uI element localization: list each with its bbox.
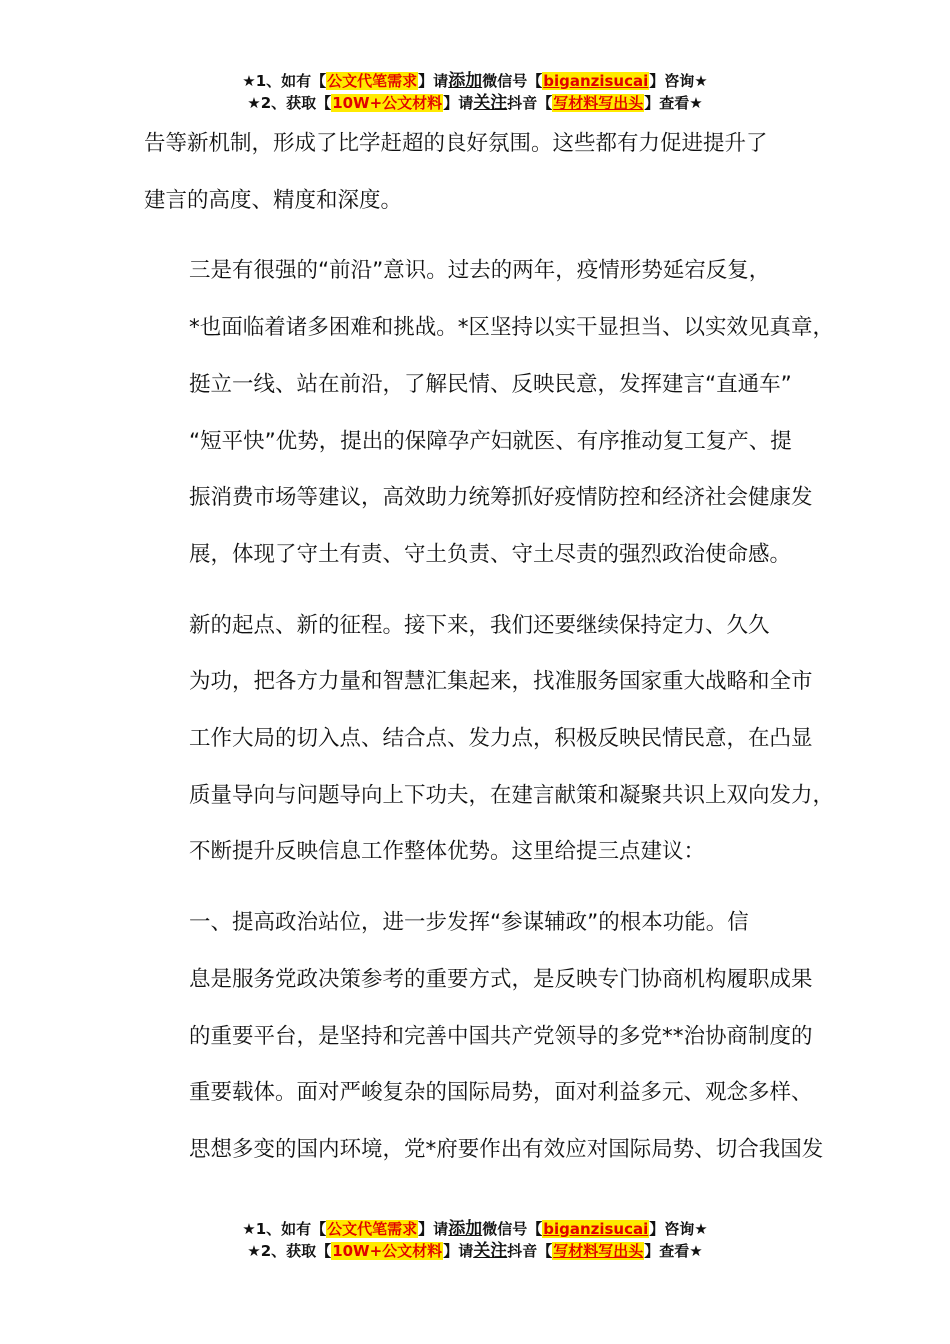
highlight-materials: 10W+公文材料 [332, 94, 443, 112]
highlight-service: 公文代笔需求 [327, 1220, 418, 1238]
douyin-account: 写材料写出头 [553, 94, 644, 112]
douyin-account: 写材料写出头 [553, 1242, 644, 1260]
text-line: 告等新机制，形成了比学赶超的良好氛围。这些都有力促进提升了 [144, 131, 768, 156]
text-line: 三是有很强的“前沿”意识。过去的两年，疫情形势延宕反复， [189, 258, 771, 284]
text-line: 为功，把各方力量和智慧汇集起来，找准服务国家重大战略和全市 [189, 669, 813, 695]
footer-banner [0, 1218, 950, 1262]
text-line: “短平快”优势，提出的保障孕产妇就医、有序推动复工复产、提 [189, 428, 792, 454]
highlight-materials: 10W+公文材料 [332, 1242, 443, 1260]
text-line: 建言的高度、精度和深度。 [144, 187, 403, 213]
highlight-service: 公文代笔需求 [327, 72, 418, 90]
text-line: 质量导向与问题导向上下功夫，在建言献策和凝聚共识上双向发力， [189, 782, 835, 808]
paragraph-frontier [144, 243, 834, 583]
banner-line-2: ★2、获取【10W+公文材料】请关注抖音【写材料写出头】查看★ [247, 1241, 703, 1261]
text-line: *也面临着诸多困难和挑战。*区坚持以实干显担当、以实效见真章， [189, 315, 835, 341]
paragraph-continuation [144, 116, 834, 229]
paragraph-suggestion-one [144, 895, 834, 1179]
text-line: 息是服务党政决策参考的重要方式，是反映专门协商机构履职成果 [189, 966, 813, 992]
text-line: 工作大局的切入点、结合点、发力点，积极反映民情民意，在凸显 [189, 726, 813, 752]
text-line: 的重要平台，是坚持和完善中国共产党领导的多党**治协商制度的 [189, 1023, 813, 1049]
text-line: 重要载体。面对严峻复杂的国际局势，面对利益多元、观念多样、 [189, 1080, 813, 1106]
text-line: 振消费市场等建议，高效助力统筹抓好疫情防控和经济社会健康发 [189, 485, 813, 511]
paragraph-new-journey [144, 598, 834, 882]
text-line: 展，体现了守土有责、守土负责、守土尽责的强烈政治使命感。 [189, 541, 792, 567]
text-line: 挺立一线、站在前沿，了解民情、反映民意，发挥建言“直通车” [189, 371, 792, 397]
banner-line-1: ★1、如有【公文代笔需求】请添加微信号【biganzisucai】咨询★ [242, 71, 708, 91]
document-body [144, 116, 834, 1193]
banner-line-2: ★2、获取【10W+公文材料】请关注抖音【写材料写出头】查看★ [247, 93, 703, 113]
wechat-id: biganzisucai [543, 1220, 649, 1238]
text-line: 新的起点、新的征程。接下来，我们还要继续保持定力、久久 [189, 612, 770, 638]
banner-line-1: ★1、如有【公文代笔需求】请添加微信号【biganzisucai】咨询★ [242, 1219, 708, 1239]
text-line: 思想多变的国内环境，党*府要作出有效应对国际局势、切合我国发 [189, 1136, 824, 1162]
text-line: 不断提升反映信息工作整体优势。这里给提三点建议： [189, 839, 706, 865]
header-banner [0, 70, 950, 114]
wechat-id: biganzisucai [543, 72, 649, 90]
text-line: 一、提高政治站位，进一步发挥“参谋辅政”的根本功能。信 [189, 910, 749, 936]
